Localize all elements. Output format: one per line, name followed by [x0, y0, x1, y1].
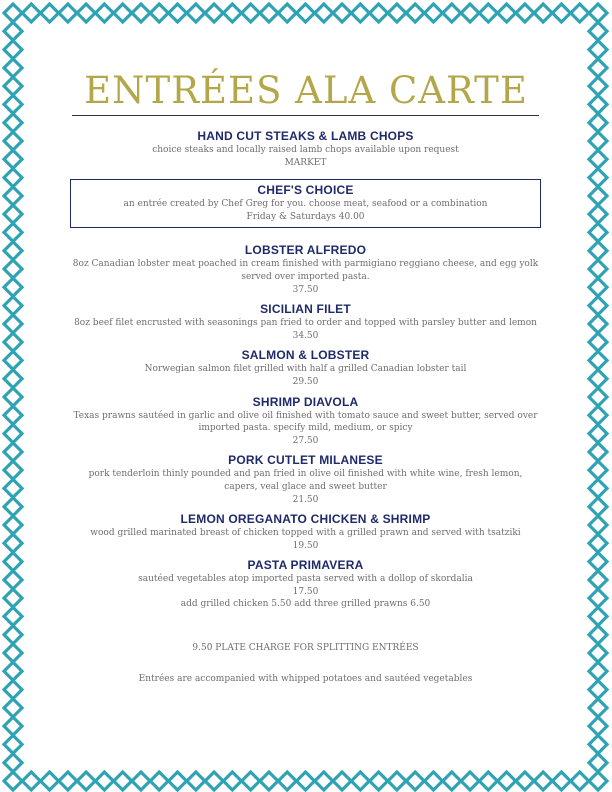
border-diamond: [589, 297, 607, 315]
border-diamond: [589, 41, 607, 59]
border-diamond: [589, 553, 607, 571]
border-diamond: [169, 772, 187, 790]
item-name: CHEF'S CHOICE: [257, 183, 354, 198]
border-diamond: [4, 717, 22, 735]
border-diamond: [589, 626, 607, 644]
border-diamond: [4, 223, 22, 241]
border-diamond: [260, 772, 278, 790]
border-diamond: [4, 370, 22, 388]
border-diamond: [4, 626, 22, 644]
item-description: Texas prawns sautéed in garlic and olive oil finished with tomato sauce and sweet butter, served over imported pasta. specify mild, medium, or spicy: [73, 410, 538, 434]
border-diamond: [589, 516, 607, 534]
border-diamond: [552, 772, 570, 790]
border-diamond: [41, 4, 59, 22]
border-diamond: [4, 534, 22, 552]
border-diamond: [4, 516, 22, 534]
footer-notes: [72, 642, 539, 685]
border-diamond: [4, 479, 22, 497]
border-diamond: [498, 4, 516, 22]
border-diamond: [132, 772, 150, 790]
border-diamond: [589, 772, 607, 790]
border-diamond: [4, 150, 22, 168]
border-diamond: [516, 4, 534, 22]
border-diamond: [589, 699, 607, 717]
item-price: 37.50: [292, 284, 319, 295]
border-diamond: [589, 187, 607, 205]
border-diamond: [388, 4, 406, 22]
border-diamond: [516, 772, 534, 790]
item-name: HAND CUT STEAKS & LAMB CHOPS: [197, 129, 414, 143]
border-diamond: [589, 4, 607, 22]
border-diamond: [187, 772, 205, 790]
border-diamond: [22, 772, 40, 790]
border-diamond: [589, 681, 607, 699]
item-add-ons: add grilled chicken 5.50 add three grilled prawns 6.50: [180, 599, 431, 610]
border-diamond: [315, 4, 333, 22]
border-diamond: [95, 4, 113, 22]
border-diamond: [41, 772, 59, 790]
border-diamond: [77, 4, 95, 22]
border-diamond: [406, 4, 424, 22]
border-diamond: [114, 772, 132, 790]
border-diamond: [205, 772, 223, 790]
border-diamond: [4, 333, 22, 351]
border-diamond: [479, 4, 497, 22]
item-name: SALMON & LOBSTER: [241, 348, 370, 363]
border-diamond: [4, 297, 22, 315]
item-description: an entrée created by Chef Greg for you. choose meat, seafood or a combination: [123, 199, 488, 210]
border-diamond: [589, 315, 607, 333]
border-diamond: [333, 4, 351, 22]
border-diamond: [370, 772, 388, 790]
border-diamond: [114, 4, 132, 22]
item-price: MARKET: [284, 157, 327, 168]
border-diamond: [297, 4, 315, 22]
border-diamond: [4, 662, 22, 680]
border-diamond: [589, 278, 607, 296]
border-diamond: [370, 4, 388, 22]
menu-item-lobster-alfredo: [72, 243, 539, 296]
border-diamond: [589, 479, 607, 497]
item-price: 27.50: [292, 435, 319, 446]
border-diamond: [4, 351, 22, 369]
border-diamond: [260, 4, 278, 22]
border-diamond: [443, 4, 461, 22]
border-diamond: [4, 315, 22, 333]
item-description: Norwegian salmon filet grilled with half a grilled Canadian lobster tail: [144, 364, 467, 375]
border-diamond: [479, 772, 497, 790]
menu-list: [72, 129, 539, 685]
item-price: 34.50: [292, 330, 319, 341]
border-diamond: [4, 681, 22, 699]
border-diamond: [223, 4, 241, 22]
border-diamond: [4, 425, 22, 443]
border-diamond: [223, 772, 241, 790]
border-diamond: [4, 22, 22, 40]
split-charge-note: 9.50 PLATE CHARGE FOR SPLITTING ENTRÉES: [192, 643, 419, 654]
border-diamond: [278, 4, 296, 22]
border-diamond: [4, 388, 22, 406]
border-diamond: [443, 772, 461, 790]
border-diamond: [4, 461, 22, 479]
border-diamond: [22, 4, 40, 22]
border-diamond: [589, 644, 607, 662]
border-diamond: [589, 169, 607, 187]
border-diamond: [4, 443, 22, 461]
border-diamond: [4, 571, 22, 589]
item-description: 8oz Canadian lobster meat poached in cream finished with parmigiano reggiano cheese, and egg yolk served over imported pasta.: [72, 259, 539, 282]
border-diamond: [4, 644, 22, 662]
border-diamond: [589, 571, 607, 589]
menu-item-pasta-primavera: [72, 558, 539, 611]
border-diamond: [278, 772, 296, 790]
border-diamond: [4, 187, 22, 205]
border-diamond: [589, 351, 607, 369]
chefs-choice-box: [70, 179, 541, 228]
menu-item-sicilian-filet: [72, 302, 539, 342]
border-diamond: [589, 260, 607, 278]
border-diamond: [589, 589, 607, 607]
item-price: 29.50: [292, 376, 319, 387]
border-diamond: [589, 242, 607, 260]
border-diamond: [589, 461, 607, 479]
border-diamond: [150, 4, 168, 22]
item-name: SICILIAN FILET: [260, 302, 351, 317]
menu-item-lemon-oreganato: [72, 512, 539, 552]
item-price: 21.50: [292, 494, 319, 505]
border-diamond: [150, 772, 168, 790]
border-diamond: [589, 735, 607, 753]
border-diamond: [589, 205, 607, 223]
accompaniment-note: Entrées are accompanied with whipped potatoes and sautéed vegetables: [138, 674, 473, 685]
border-diamond: [4, 699, 22, 717]
border-diamond: [4, 205, 22, 223]
item-price: Friday & Saturdays 40.00: [246, 211, 365, 222]
border-diamond: [4, 589, 22, 607]
border-diamond: [4, 242, 22, 260]
border-diamond: [589, 534, 607, 552]
border-diamond: [589, 498, 607, 516]
border-diamond: [406, 772, 424, 790]
border-diamond: [297, 772, 315, 790]
item-description: choice steaks and locally raised lamb chops available upon request: [152, 145, 459, 155]
border-diamond: [589, 150, 607, 168]
item-description: sautéed vegetables atop imported pasta served with a dollop of skordalia: [138, 574, 473, 585]
item-description: wood grilled marinated breast of chicken topped with a grilled prawn and served with tsatziki: [90, 528, 521, 539]
border-diamond: [205, 4, 223, 22]
page-title: ENTRÉES ALA CARTE: [84, 69, 528, 112]
border-diamond: [4, 772, 22, 790]
border-diamond: [589, 754, 607, 772]
border-diamond: [315, 772, 333, 790]
menu-item-pork-cutlet: [72, 453, 539, 506]
item-name: LEMON OREGANATO CHICKEN & SHRIMP: [180, 512, 431, 527]
border-diamond: [132, 4, 150, 22]
item-description: 8oz beef filet encrusted with seasonings pan fried to order and topped with parsley butter and lemon: [74, 318, 537, 329]
border-diamond: [461, 4, 479, 22]
border-diamond: [4, 260, 22, 278]
border-diamond: [589, 333, 607, 351]
item-price: 17.50: [292, 586, 319, 597]
menu-item-shrimp-diavola: [72, 395, 539, 448]
border-diamond: [589, 114, 607, 132]
border-diamond: [388, 772, 406, 790]
border-diamond: [589, 388, 607, 406]
menu-item-salmon-lobster: [72, 348, 539, 388]
border-diamond: [589, 406, 607, 424]
border-diamond: [4, 114, 22, 132]
border-diamond: [461, 772, 479, 790]
border-diamond: [589, 22, 607, 40]
border-diamond: [4, 132, 22, 150]
border-diamond: [351, 4, 369, 22]
border-diamond: [552, 4, 570, 22]
border-diamond: [59, 772, 77, 790]
item-name: PASTA PRIMAVERA: [247, 558, 364, 573]
border-diamond: [571, 772, 589, 790]
item-price: 19.50: [292, 540, 319, 551]
border-diamond: [4, 607, 22, 625]
border-diamond: [589, 425, 607, 443]
border-diamond: [589, 607, 607, 625]
border-diamond: [242, 772, 260, 790]
border-diamond: [589, 370, 607, 388]
border-diamond: [77, 772, 95, 790]
border-diamond: [4, 278, 22, 296]
menu-item-steaks: [72, 129, 539, 169]
border-diamond: [424, 4, 442, 22]
border-diamond: [4, 169, 22, 187]
border-diamond: [571, 4, 589, 22]
border-diamond: [589, 443, 607, 461]
border-diamond: [534, 772, 552, 790]
border-diamond: [187, 4, 205, 22]
border-diamond: [4, 41, 22, 59]
item-name: PORK CUTLET MILANESE: [228, 453, 383, 468]
border-diamond: [4, 498, 22, 516]
item-name: SHRIMP DIAVOLA: [252, 394, 359, 409]
border-diamond: [351, 772, 369, 790]
border-diamond: [589, 223, 607, 241]
border-diamond: [4, 4, 22, 22]
border-diamond: [589, 717, 607, 735]
item-description: pork tenderloin thinly pounded and pan fried in olive oil finished with white wine, fresh lemon, capers, veal glace and sweet butter: [88, 469, 523, 492]
border-diamond: [498, 772, 516, 790]
border-diamond: [242, 4, 260, 22]
border-diamond: [59, 4, 77, 22]
border-diamond: [95, 772, 113, 790]
border-diamond: [589, 662, 607, 680]
border-diamond: [4, 735, 22, 753]
title-divider: [72, 115, 539, 116]
border-diamond: [333, 772, 351, 790]
border-diamond: [4, 406, 22, 424]
border-diamond: [534, 4, 552, 22]
border-diamond: [4, 754, 22, 772]
border-diamond: [424, 772, 442, 790]
item-name: LOBSTER ALFREDO: [244, 243, 367, 258]
border-diamond: [169, 4, 187, 22]
border-diamond: [589, 132, 607, 150]
border-diamond: [4, 553, 22, 571]
